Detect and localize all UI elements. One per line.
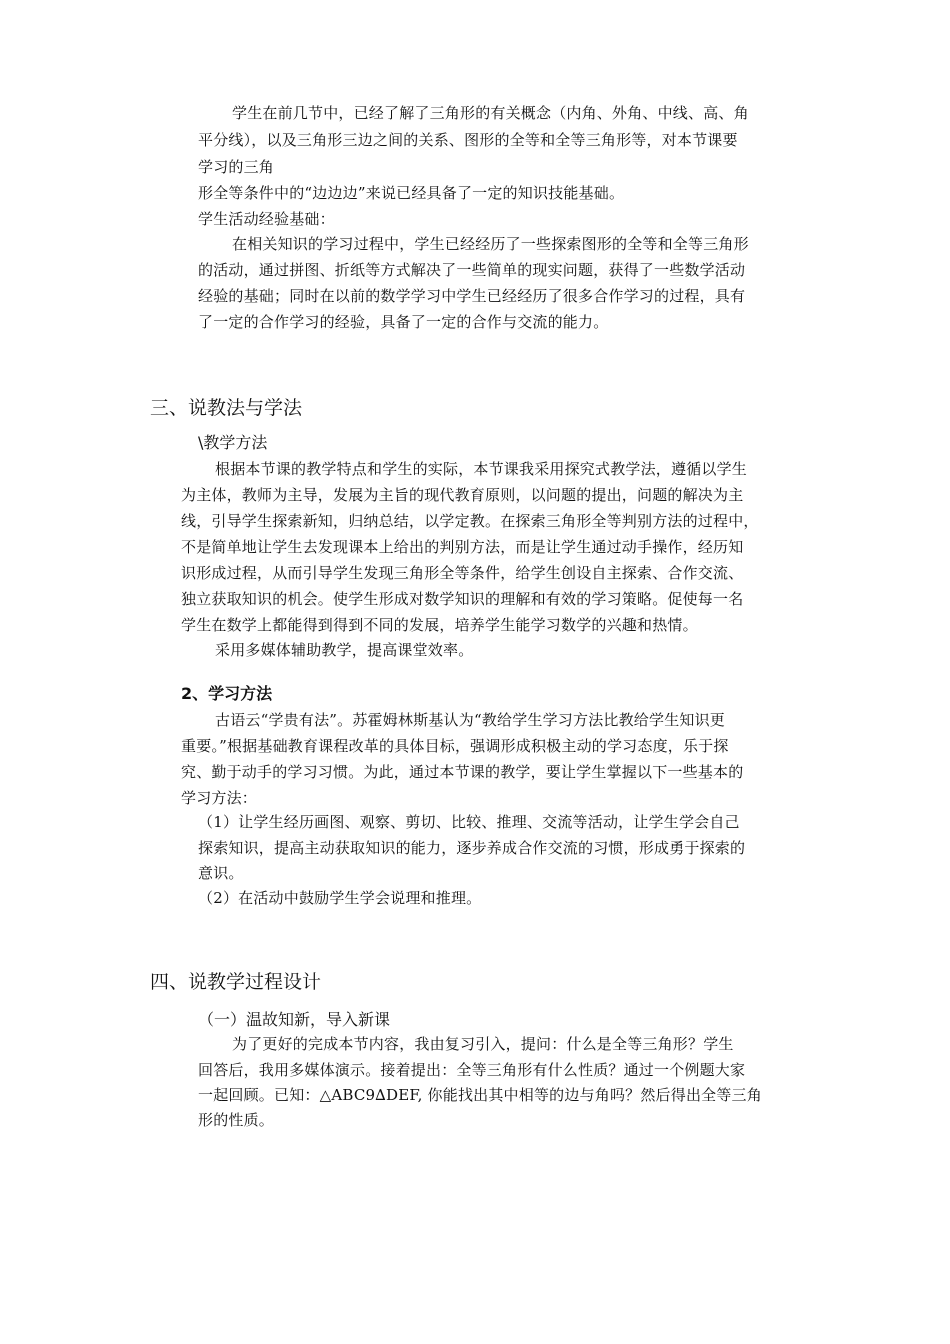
paragraph-line: 回答后，我用多媒体演示。接着提出：全等三角形有什么性质？通过一个例题大家 bbox=[198, 1061, 746, 1079]
paragraph-line: 的活动，通过拼图、折纸等方式解决了一些简单的现实问题，获得了一些数学活动 bbox=[198, 261, 746, 279]
list-item-line: 探索知识，提高主动获取知识的能力，逐步养成合作交流的习惯，形成勇于探索的 bbox=[198, 839, 746, 857]
paragraph-line: 形的性质。 bbox=[198, 1111, 275, 1129]
list-item-line: （1）让学生经历画图、观察、剪切、比较、推理、交流等活动，让学生学会自己 bbox=[198, 813, 740, 831]
review-intro-heading: （一）温故知新，导入新课 bbox=[198, 1010, 391, 1029]
paragraph-line: 学习的三角 bbox=[198, 158, 275, 176]
paragraph-line: 学习方法： bbox=[181, 789, 258, 807]
paragraph-line: 了一定的合作学习的经验，具备了一定的合作与交流的能力。 bbox=[198, 313, 609, 331]
paragraph-line: 独立获取知识的机会。使学生形成对数学知识的理解和有效的学习策略。促使每一名 bbox=[181, 590, 744, 608]
paragraph-line: 识形成过程，从而引导学生发现三角形全等条件，给学生创设自主探索、合作交流、 bbox=[181, 564, 744, 582]
paragraph-line: 重要。”根据基础教育课程改革的具体目标，强调形成积极主动的学习态度，乐于探 bbox=[181, 737, 729, 755]
paragraph-line: 为主体，教师为主导，发展为主旨的现代教育原则，以问题的提出，问题的解决为主 bbox=[181, 486, 744, 504]
multimedia-note: 采用多媒体辅助教学，提高课堂效率。 bbox=[215, 641, 474, 659]
paragraph-line: 经验的基础；同时在以前的数学学习中学生已经经历了很多合作学习的过程，具有 bbox=[198, 287, 746, 305]
paragraph-line: 不是简单地让学生去发现课本上给出的判别方法，而是让学生通过动手操作，经历知 bbox=[181, 538, 744, 556]
section-four-title: 四、说教学过程设计 bbox=[150, 971, 322, 993]
section-three-title: 三、说教法与学法 bbox=[150, 397, 303, 419]
paragraph-line: 为了更好的完成本节内容，我由复习引入，提问：什么是全等三角形？学生 bbox=[232, 1035, 734, 1053]
paragraph-line: 形全等条件中的“边边边”来说已经具备了一定的知识技能基础。 bbox=[198, 184, 625, 202]
paragraph-line: 根据本节课的教学特点和学生的实际，本节课我采用探究式教学法，遵循以学生 bbox=[215, 460, 748, 478]
paragraph-line: 一起回顾。已知：△ABC9∆DEF, 你能找出其中相等的边与角吗？然后得出全等三角 bbox=[198, 1086, 762, 1104]
list-item-line: 意识。 bbox=[198, 864, 244, 882]
activity-experience-subheading: 学生活动经验基础： bbox=[198, 210, 335, 228]
teaching-method-heading: \教学方法 bbox=[198, 433, 268, 452]
paragraph-line: 学生在前几节中，已经了解了三角形的有关概念（内角、外角、中线、高、角 bbox=[232, 104, 749, 122]
learning-method-item-2: （2）在活动中鼓励学生学会说理和推理。 bbox=[198, 889, 482, 907]
paragraph-line: 在相关知识的学习过程中，学生已经经历了一些探索图形的全等和全等三角形 bbox=[232, 235, 749, 253]
paragraph-line: 古语云“学贵有法”。苏霍姆林斯基认为“教给学生学习方法比教给学生知识更 bbox=[215, 711, 726, 729]
paragraph-line: 究、勤于动手的学习习惯。为此，通过本节课的教学，要让学生掌握以下一些基本的 bbox=[181, 763, 744, 781]
paragraph-line: 平分线），以及三角形三边之间的关系、图形的全等和全等三角形等，对本节课要 bbox=[198, 131, 738, 149]
learning-method-heading: 2、学习方法 bbox=[181, 684, 273, 703]
paragraph-line: 线，引导学生探索新知，归纳总结，以学定教。在探索三角形全等判别方法的过程中， bbox=[181, 512, 759, 530]
paragraph-line: 学生在数学上都能得到得到不同的发展，培养学生能学习数学的兴趣和热情。 bbox=[181, 616, 698, 634]
